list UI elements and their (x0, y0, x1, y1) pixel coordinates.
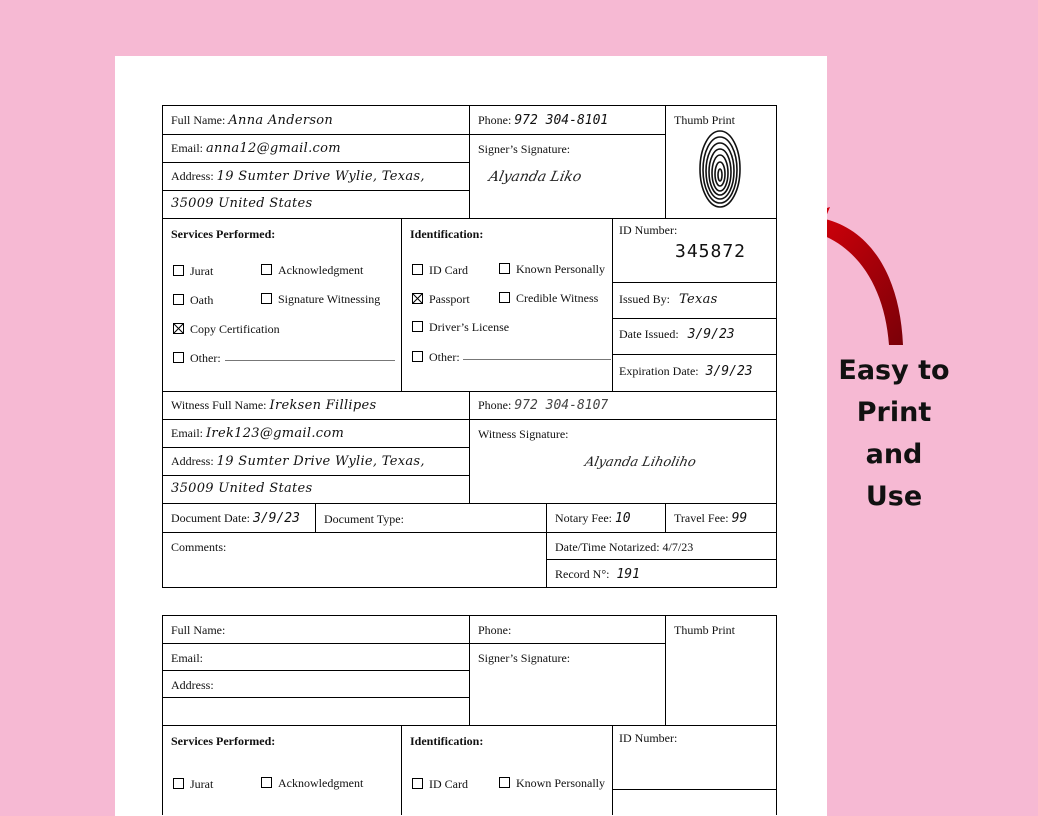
form2-id-number-label: ID Number: (619, 731, 678, 745)
promo-text (835, 350, 953, 518)
comments-label: Comments: (171, 540, 227, 554)
form2-email-label[interactable]: Email: (171, 651, 203, 665)
identification-other-checkbox[interactable]: Other: (412, 350, 460, 364)
record-value: 191 (616, 567, 640, 582)
form2-identification-label: Identification: (410, 734, 484, 748)
date-issued-value: 3/9/23 (687, 327, 735, 342)
form2-signer-signature-label[interactable]: Signer’s Signature: (478, 651, 571, 665)
witness-phone-label: Phone: (478, 398, 512, 412)
drivers-license-checkbox[interactable]: Driver’s License (412, 320, 509, 334)
thumb-print-label: Thumb Print (674, 113, 736, 127)
form2-thumb-print-label: Thumb Print (674, 623, 736, 637)
id-card-checkbox[interactable]: ID Card (412, 263, 468, 277)
id-number-label: ID Number: (619, 223, 678, 237)
promo-line-3: and Use (865, 439, 923, 512)
fingerprint-icon (698, 128, 742, 210)
issued-by-label: Issued By: (619, 292, 670, 306)
phone-field[interactable] (478, 113, 608, 128)
document-type-label: Document Type: (324, 512, 404, 526)
witness-signature-label: Witness Signature: (478, 427, 569, 441)
promo-line-1: Easy to (838, 355, 950, 386)
signer-signature-value: Alyanda Liko (487, 169, 584, 185)
travel-fee-label: Travel Fee: (674, 511, 729, 525)
form2-services-label: Services Performed: (171, 734, 276, 748)
date-issued-field[interactable] (619, 327, 735, 342)
issued-by-value: Texas (679, 292, 718, 307)
document-date-field[interactable] (171, 511, 300, 526)
form2-phone-label[interactable]: Phone: (478, 623, 512, 637)
expiration-date-value: 3/9/23 (705, 364, 753, 379)
address-line-2: 35009 United States (171, 196, 313, 211)
copy-certification-checkbox[interactable]: Copy Certification (173, 322, 280, 336)
notary-fee-field[interactable] (555, 511, 631, 526)
notarized-field[interactable] (555, 540, 693, 554)
identification-label: Identification: (410, 227, 484, 241)
notary-log-page (115, 56, 827, 816)
form2-id-card-checkbox[interactable]: ID Card (412, 777, 468, 791)
witness-name-label: Witness Full Name: (171, 398, 267, 412)
witness-email-label: Email: (171, 426, 203, 440)
notary-fee-value: 10 (614, 511, 631, 526)
form2-address-label[interactable]: Address: (171, 678, 214, 692)
document-date-value: 3/9/23 (252, 511, 300, 526)
witness-email-value: Irek123@gmail.com (206, 426, 345, 441)
witness-address-label: Address: (171, 454, 214, 468)
witness-phone-value: 972 304-8107 (514, 398, 609, 413)
expiration-date-label: Expiration Date: (619, 364, 699, 378)
address-field[interactable] (171, 169, 425, 184)
signature-witnessing-checkbox[interactable]: Signature Witnessing (261, 292, 380, 306)
signer-signature-label: Signer’s Signature: (478, 142, 571, 156)
email-value: anna12@gmail.com (206, 141, 341, 156)
witness-address-line-1: 19 Sumter Drive Wylie, Texas, (216, 454, 425, 469)
known-personally-checkbox[interactable]: Known Personally (499, 262, 605, 276)
email-field[interactable] (171, 141, 341, 156)
form2-acknowledgment-checkbox[interactable]: Acknowledgment (261, 776, 363, 790)
form2-known-personally-checkbox[interactable]: Known Personally (499, 776, 605, 790)
issued-by-field[interactable] (619, 292, 718, 307)
services-label: Services Performed: (171, 227, 276, 241)
passport-checkbox[interactable]: Passport (412, 292, 470, 306)
notary-fee-label: Notary Fee: (555, 511, 612, 525)
acknowledgment-checkbox[interactable]: Acknowledgment (261, 263, 363, 277)
record-field[interactable] (555, 567, 640, 582)
full-name-label: Full Name: (171, 113, 226, 127)
full-name-value: Anna Anderson (228, 113, 334, 128)
travel-fee-field[interactable] (674, 511, 747, 526)
full-name-field[interactable] (171, 113, 333, 128)
services-other-checkbox[interactable]: Other: (173, 351, 221, 365)
promo-line-2: Print (856, 397, 932, 428)
travel-fee-value: 99 (731, 511, 748, 526)
witness-signature-value: Alyanda Liholiho (583, 455, 698, 470)
witness-phone-field[interactable] (478, 398, 608, 413)
witness-email-field[interactable] (171, 426, 344, 441)
address-label: Address: (171, 169, 214, 183)
id-number-value: 345872 (675, 241, 747, 262)
phone-value: 972 304-8101 (514, 113, 609, 128)
witness-address-line-2: 35009 United States (171, 481, 313, 496)
witness-name-field[interactable] (171, 398, 376, 413)
form2-full-name-label[interactable]: Full Name: (171, 623, 226, 637)
expiration-date-field[interactable] (619, 364, 753, 379)
phone-label: Phone: (478, 113, 512, 127)
witness-name-value: Ireksen Fillipes (269, 398, 377, 413)
credible-witness-checkbox[interactable]: Credible Witness (499, 291, 598, 305)
record-label: Record N°: (555, 567, 610, 581)
jurat-checkbox[interactable]: Jurat (173, 264, 213, 278)
email-label: Email: (171, 141, 203, 155)
notarized-value: 4/7/23 (662, 540, 694, 554)
address-line-1: 19 Sumter Drive Wylie, Texas, (216, 169, 425, 184)
oath-checkbox[interactable]: Oath (173, 293, 213, 307)
form2-jurat-checkbox[interactable]: Jurat (173, 777, 213, 791)
date-issued-label: Date Issued: (619, 327, 679, 341)
document-date-label: Document Date: (171, 511, 250, 525)
witness-address-field[interactable] (171, 454, 425, 469)
notarized-label: Date/Time Notarized: (555, 540, 660, 554)
